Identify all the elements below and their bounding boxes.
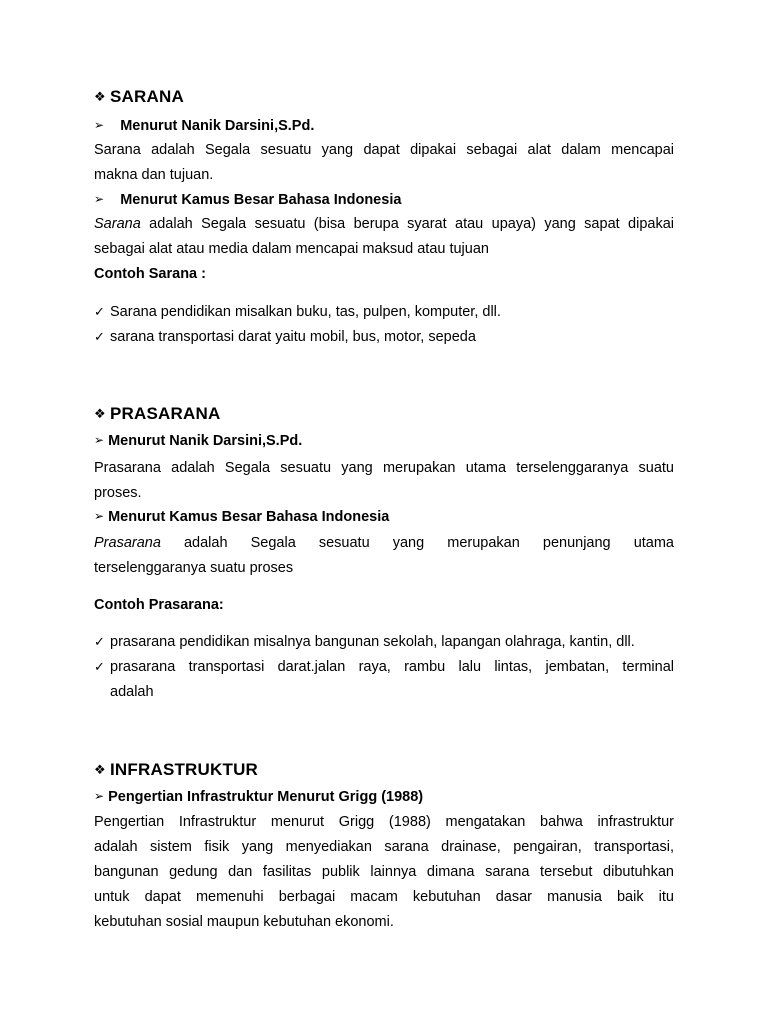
subheading-sarana-kbbi: ➢ Menurut Kamus Besar Bahasa Indonesia bbox=[94, 192, 402, 208]
subheading-prasarana-kbbi: ➢ Menurut Kamus Besar Bahasa Indonesia bbox=[94, 509, 390, 525]
list-item: ✓ prasarana transportasi darat.jalan raya, rambu lalu lintas, jembatan, terminal bbox=[94, 659, 674, 675]
paragraph-sarana-darsini: Sarana adalah Segala sesuatu yang dapat dipakai sebagai alat dalam mencapai makna dan tujuan. bbox=[94, 142, 674, 183]
arrowhead-bullet-icon: ➢ bbox=[94, 192, 105, 206]
list-item: ✓ Sarana pendidikan misalkan buku, tas, pulpen, komputer, dll. bbox=[94, 304, 501, 320]
paragraph-sarana-kbbi: Sarana adalah Segala sesuatu (bisa berupa syarat atau upaya) yang sapat dipakai sebagai alat atau media dalam mencapai maksud atau tujuan bbox=[94, 216, 674, 257]
list-item: ✓ sarana transportasi darat yaitu mobil, bus, motor, sepeda bbox=[94, 329, 476, 345]
paragraph-prasarana-kbbi: Prasarana adalah Segala sesuatu yang merupakan penunjang utama terselenggaranya suatu proses bbox=[94, 535, 674, 576]
arrowhead-bullet-icon: ➢ bbox=[94, 789, 105, 803]
section-heading-infrastruktur: ❖ INFRASTRUKTUR bbox=[94, 760, 259, 779]
list-item: ✓ prasarana pendidikan misalnya bangunan sekolah, lapangan olahraga, kantin, dll. bbox=[94, 634, 635, 650]
subheading-sarana-darsini: ➢ Menurut Nanik Darsini,S.Pd. bbox=[94, 118, 315, 134]
section-heading-sarana: ❖ SARANA bbox=[94, 87, 184, 106]
arrowhead-bullet-icon: ➢ bbox=[94, 509, 105, 523]
examples-label-sarana: Contoh Sarana : bbox=[94, 266, 206, 282]
paragraph-infrastruktur-grigg: Pengertian Infrastruktur menurut Grigg (1988) mengatakan bahwa infrastruktur adalah sistem fisik yang menyediakan sarana drainase, pengairan, transportasi, bangunan gedung dan fasilitas publik lainnya dimana sarana tersebut dibutuhkan untuk dapat memenuhi berbagai macam kebutuhan dasar manusia baik itu kebutuhan sosial maupun kebutuhan ekonomi. bbox=[94, 814, 674, 930]
arrowhead-bullet-icon: ➢ bbox=[94, 118, 105, 132]
examples-label-prasarana: Contoh Prasarana: bbox=[94, 597, 224, 613]
check-mark-icon: ✓ bbox=[94, 659, 105, 674]
subheading-infrastruktur-grigg: ➢ Pengertian Infrastruktur Menurut Grigg (1988) bbox=[94, 789, 424, 805]
four-diamond-bullet-icon: ❖ bbox=[94, 762, 106, 777]
section-heading-prasarana: ❖ PRASARANA bbox=[94, 404, 221, 423]
subheading-prasarana-darsini: ➢ Menurut Nanik Darsini,S.Pd. bbox=[94, 433, 303, 449]
four-diamond-bullet-icon: ❖ bbox=[94, 89, 106, 104]
check-mark-icon: ✓ bbox=[94, 329, 105, 344]
arrowhead-bullet-icon: ➢ bbox=[94, 433, 105, 447]
paragraph-prasarana-darsini: Prasarana adalah Segala sesuatu yang merupakan utama terselenggaranya suatu proses. bbox=[94, 460, 674, 501]
check-mark-icon: ✓ bbox=[94, 634, 105, 649]
check-mark-icon: ✓ bbox=[94, 304, 105, 319]
list-item-continuation: adalah bbox=[110, 684, 154, 700]
four-diamond-bullet-icon: ❖ bbox=[94, 406, 106, 421]
